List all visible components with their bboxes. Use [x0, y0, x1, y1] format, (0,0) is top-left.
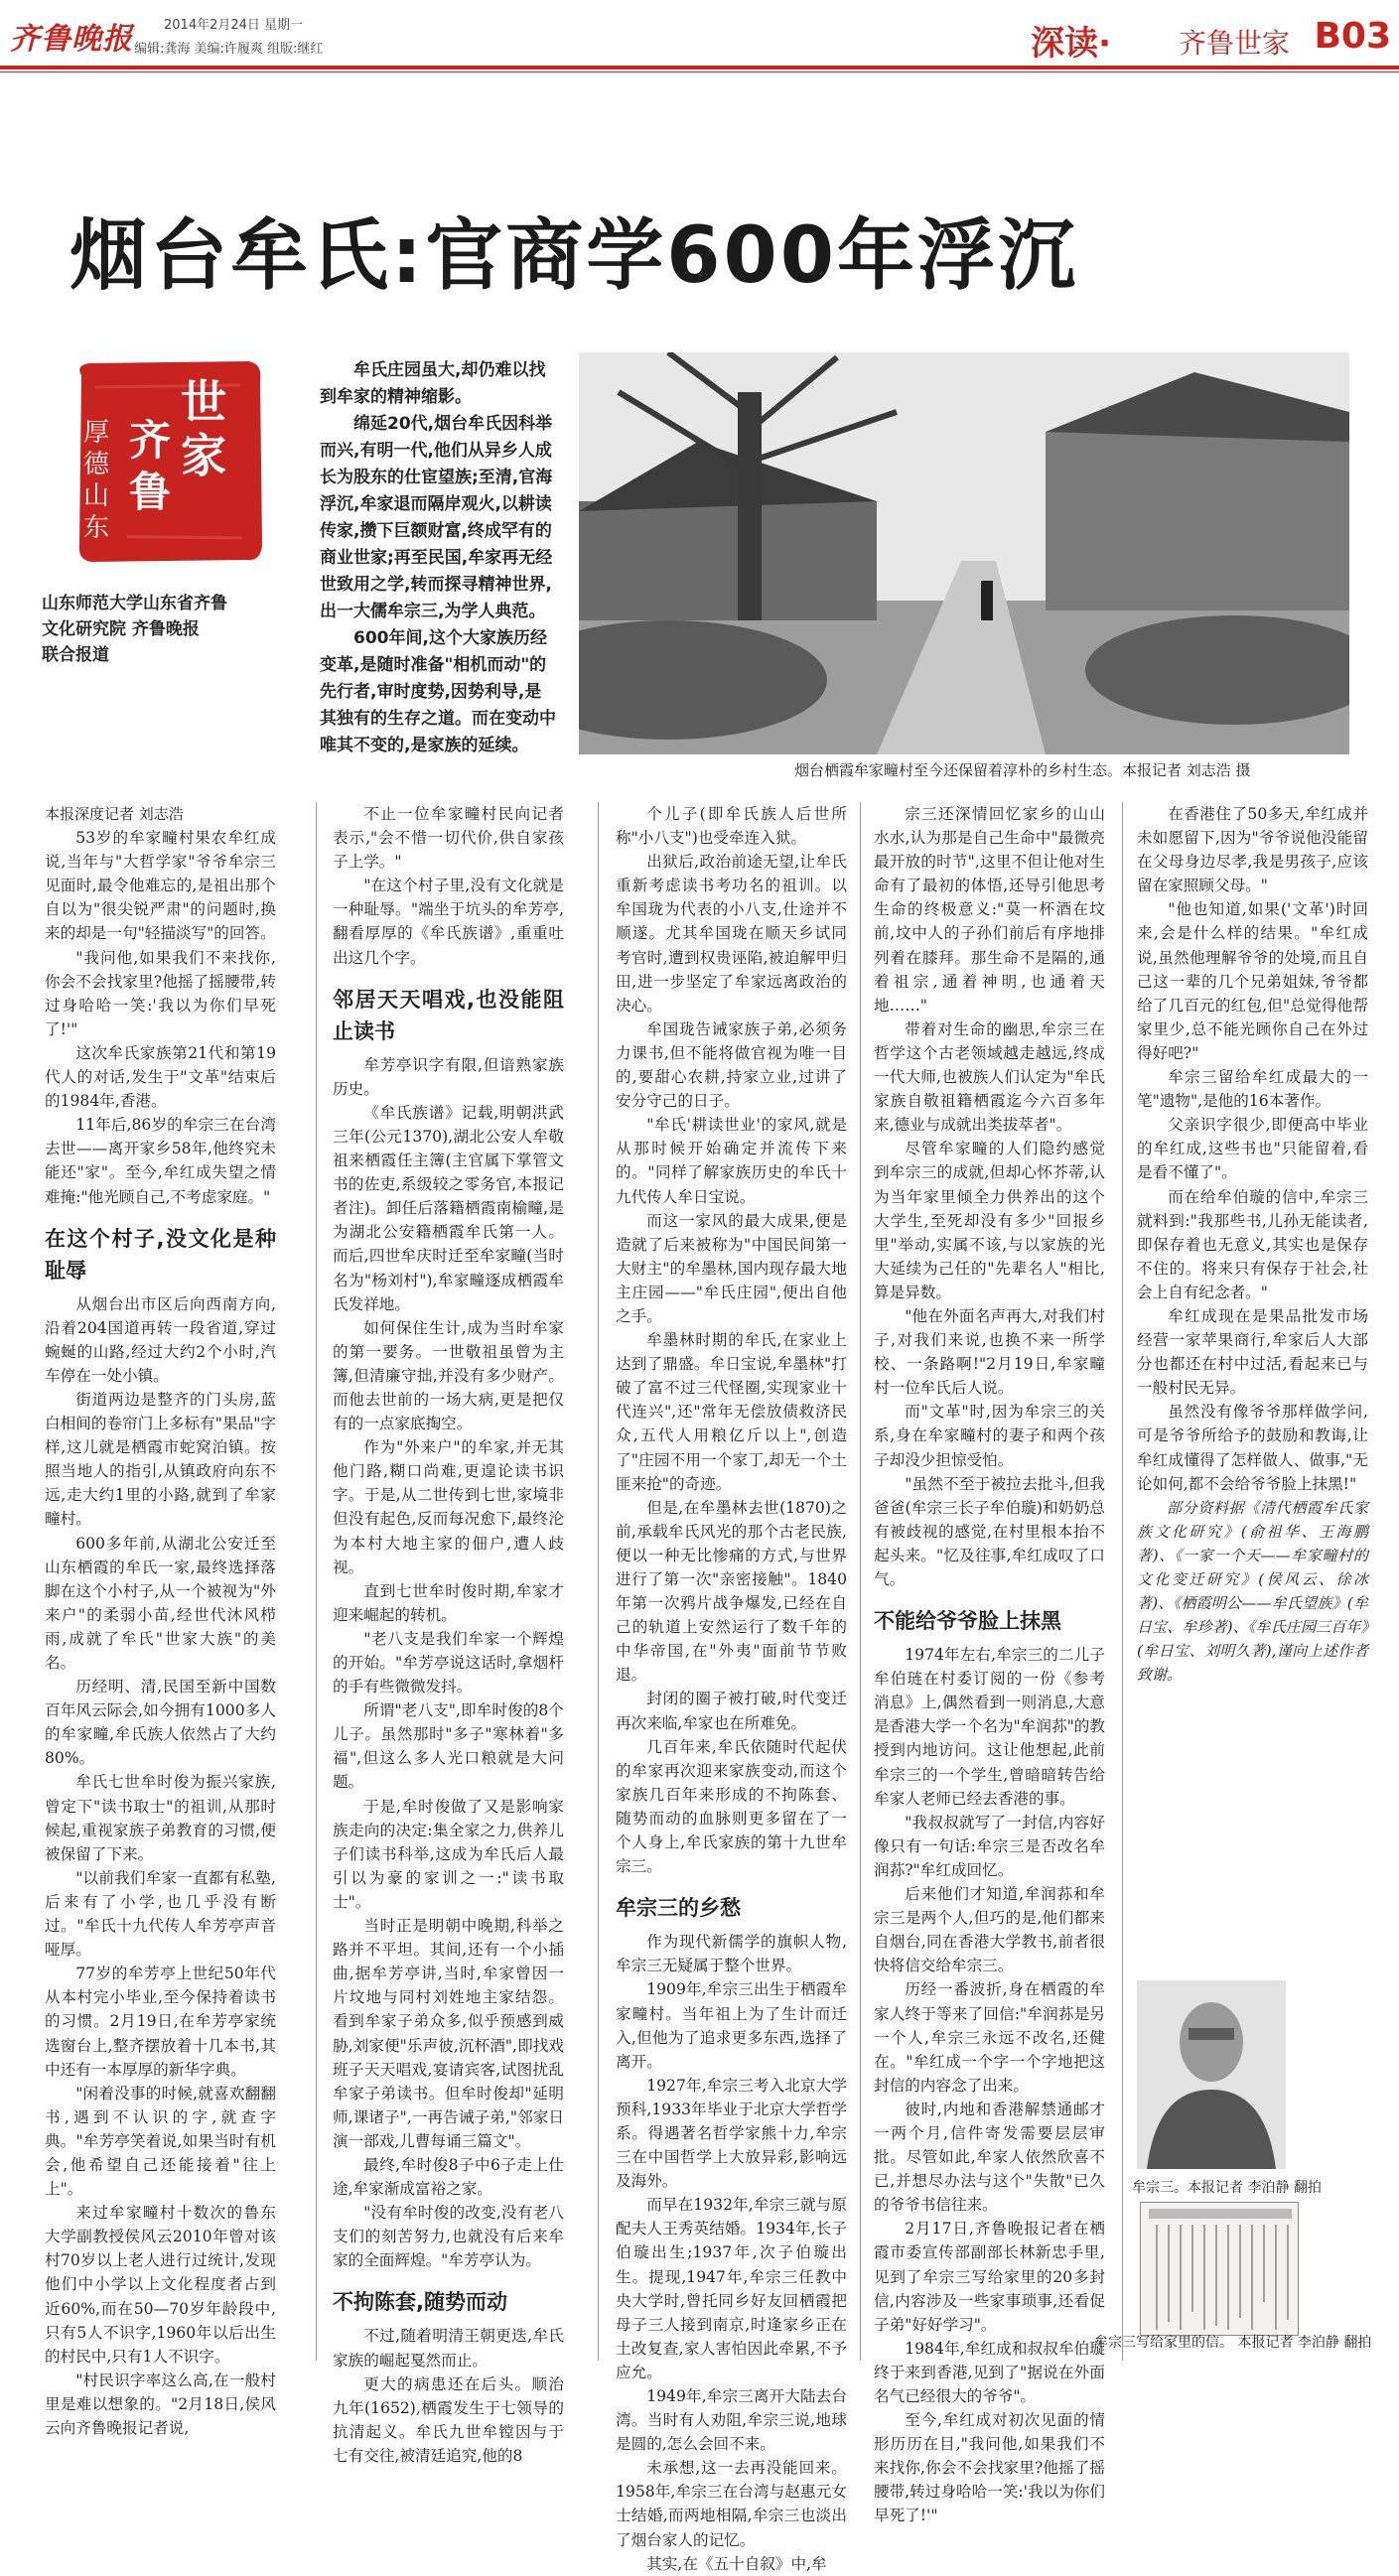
body-paragraph: 牟氏七世牟时俊为振兴家族,曾定下"读书取士"的祖训,从那时候起,重视家族子弟教育的习惯,便被保留了下来。 [45, 1773, 276, 1863]
body-paragraph: 1974年左右,牟宗三的二儿子牟伯琏在村委订阅的一份《参考消息》上,偶然看到一则消息,大意是香港大学一个名为"牟润荪"的教授到内地访问。这让他想起,此前牟宗三的一个学生,曾暗暗转告给牟家人老师已经去香港的事。 [874, 1646, 1105, 1808]
newspaper-logo: 齐鲁晚报 [10, 22, 133, 57]
portrait-image-icon [1137, 1980, 1286, 2169]
body-paragraph: 历经一番波折,身在栖霞的牟家人终于等来了回信:"牟润荪是另一个人,牟宗三永远不改名,还健在。"牟红成一个字一个字地把这封信的内容念了出来。 [874, 1980, 1105, 2095]
body-paragraph: "老八支是我们牟家一个辉煌的开始。"牟芳亭说这话时,拿烟杆的手有些微微发抖。 [333, 1629, 564, 1696]
handwritten-letter-image-icon [1141, 2203, 1299, 2336]
seal-caption [42, 591, 310, 668]
seal-mid-text: 齐鲁 [129, 416, 172, 516]
body-paragraph: 更大的病患还在后头。顺治九年(1652),栖霞发生于七领导的抗清起义。牟氏九世牟镗因与于七有交往,被清廷追究,他的8 [333, 2374, 564, 2465]
body-paragraph: 2月17日,齐鲁晚报记者在栖霞市委宣传部副部长林新忠手里,见到了牟宗三写给家里的20多封信,内容涉及一些家事琐事,还看促子弟"好好学习"。 [874, 2220, 1105, 2334]
body-paragraph: 作为"外来户"的牟家,并无其他门路,糊口尚难,更遑论读书识字。于是,从二世传到七世,家境非但没有起色,反而每况愈下,最终沦为本村大地主家的佃户,遭人歧视。 [333, 1438, 564, 1576]
body-paragraph: 作为现代新儒学的旗帜人物,牟宗三无疑属于整个世界。 [616, 1933, 847, 1975]
body-paragraph: 彼时,内地和香港解禁通邮才一两个月,信件寄发需要层层审批。尽管如此,牟家人依然欣喜不已,并想尽办法与这个"失散"已久的爷爷书信往来。 [874, 2100, 1105, 2215]
body-paragraph: 1909年,牟宗三出生于栖霞牟家疃村。当年祖上为了生计而迁入,但他为了追求更多东西,选择了离开。 [616, 1980, 847, 2071]
village-photo-caption: 烟台栖霞牟家疃村至今还保留着淳朴的乡村生态。本报记者 刘志浩 摄 [794, 761, 1251, 779]
subheading: 在这个村子,没文化是种耻辱 [45, 1226, 276, 1283]
body-paragraph: "没有牟时俊的改变,没有老八支们的刻苦努力,也就没有后来牟家的全面辉煌。"牟芳亭认为。 [333, 2204, 564, 2270]
village-photo [579, 352, 1349, 754]
body-paragraph: 11年后,86岁的牟宗三在台湾去世——离开家乡58年,他终究未能还"家"。至今,牟红成失望之情难掩:"他光顾自己,不考虑家庭。" [45, 1116, 276, 1206]
body-paragraph: 1984年,牟红成和叔叔牟伯璇终于来到香港,见到了"据说在外面名气已经很大的爷爷"。 [874, 2339, 1105, 2405]
seal-big-text: 世家 [181, 375, 226, 482]
article-column-4 [874, 802, 1105, 2528]
masthead-thin-rule [0, 71, 1399, 72]
body-paragraph: 牟宗三留给牟红成最大的一笔"遗物",是他的16本著作。 [1137, 1068, 1368, 1111]
body-paragraph: 封闭的圈子被打破,时代变迁再次来临,牟家也在所难免。 [616, 1690, 847, 1732]
page-number: B03 [1314, 16, 1391, 57]
staff-credits: 编辑:龚海 美编:许履爽 组版:继红 [134, 42, 324, 57]
body-paragraph: 来过牟家疃村十数次的鲁东大学副教授侯风云2010年曾对该村70岁以上老人进行过统计,发现他们中小学以上文化程度者占到近60%,而在50—70岁年龄段中,只有5人不识字,1960年以后出生的村民中,只有1人不识字。 [45, 2204, 276, 2366]
body-paragraph: 几百年来,牟氏依随时代起伏的牟家再次迎来家族变动,而这个家族几百年来形成的不拘陈套、随势而动的血脉则更多留在了一个人身上,牟氏家族的第十九世牟宗三。 [616, 1737, 847, 1876]
body-paragraph: 后来他们才知道,牟润荪和牟宗三是两个人,但巧的是,他们都来自烟台,同在香港大学教书,前者很快将信交给牟宗三。 [874, 1885, 1105, 1975]
body-paragraph: 从烟台出市区后向西南方向,沿着204国道再转一段省道,穿过蜿蜒的山路,经过大约2个小时,汽车停在一处小镇。 [45, 1294, 276, 1385]
body-paragraph: 这次牟氏家族第21代和第19代人的对话,发生于"文革"结束后的1984年,香港。 [45, 1043, 276, 1111]
lead-paragraphs [320, 357, 556, 759]
body-paragraph: 所谓"老八支",即牟时俊的8个儿子。虽然那时"多子"寒林着"多福",但这么多人光口粮就是大问题。 [333, 1701, 564, 1792]
body-paragraph: "牟氏'耕读世业'的家风,就是从那时候开始确定并流传下来的。"同样了解家族历史的牟氏十九代传人牟日宝说。 [616, 1116, 847, 1206]
body-paragraph: 牟红成现在是果品批发市场经营一家苹果商行,牟家后人大部分也都还在村中过活,看起来已与一般村民无异。 [1137, 1306, 1368, 1398]
body-paragraph: 而在给牟伯璇的信中,牟宗三就料到:"我那些书,儿孙无能读者,即保存着也无意义,其实也是保存不住的。将来只有保存于社会,社会上自有纪念者。" [1137, 1187, 1368, 1301]
body-paragraph: 当时正是明朝中晚期,科举之路并不平坦。其间,还有一个小插曲,据牟芳亭讲,当时,牟家曾因一片坟地与同村刘姓地主家结怨。看到牟家子弟众多,似乎预感到威胁,刘家便"乐声彼,沉杯酒",即找戏班子天天唱戏,宴请宾客,试图扰乱牟家子弟读书。但牟时俊却"延明师,课诸子",一再告诫子弟,"邻家日演一部戏,儿曹每诵三篇文"。 [333, 1917, 564, 2150]
letter-caption: 牟宗三写给家里的信。 本报记者 李泊静 翻拍 [1094, 2335, 1372, 2351]
article-column-1 [45, 802, 276, 2440]
body-paragraph: 父亲识字很少,即便高中毕业的牟红成,这些书也"只能留着,看是看不懂了"。 [1137, 1116, 1368, 1182]
body-paragraph: 53岁的牟家疃村果农牟红成说,当年与"大哲学家"爷爷牟宗三见面时,最令他难忘的,是祖出那个自以为"很尖锐严肃"的问题时,换来的却是一句"轻描淡写"的回答。 [45, 829, 276, 943]
body-paragraph: 牟墨林时期的牟氏,在家业上达到了鼎盛。牟日宝说,牟墨林"打破了富不过三代怪圈,实现家业十代连兴",还"常年无偿放债救济民众,五代人用粮亿斤以上",创造了"庄园不用一个家丁,却无一个土匪来抢"的奇迹。 [616, 1331, 847, 1493]
body-paragraph: 尽管牟家疃的人们隐约感觉到牟宗三的成就,但却心怀芥蒂,认为当年家里倾全力供养出的这个大学生,至死却没有多少"回报乡里"举动,实属不该,与以家族的光大延续为己任的"先辈名人"相比,算是异数。 [874, 1140, 1105, 1301]
subsection-label: 齐鲁世家 [1178, 27, 1290, 60]
portrait-photo [1137, 1980, 1286, 2169]
lead-paragraph: 绵延20代,烟台牟氏因科举而兴,有明一代,他们从异乡人成长为股东的仕宦望族;至清,官海浮沉,牟家退而隔岸观火,以耕读传家,攒下巨额财富,终成罕有的商业世家;再至民国,牟家再无经世致用之学,转而探寻精神世界,出一大儒牟宗三,为学人典范。 [320, 414, 553, 621]
body-paragraph: "在这个村子里,没有文化就是一种耻辱。"端坐于坑头的牟芳亭,翻看厚厚的《牟氏族谱》,重重吐出这几个字。 [333, 877, 564, 967]
seal-caption-line: 文化研究院 齐鲁晚报 [42, 619, 200, 639]
column-divider [860, 802, 861, 2361]
body-paragraph: 其实,在《五十自叙》中,牟 [646, 2554, 827, 2573]
body-paragraph: 《牟氏族谱》记载,明朝洪武三年(公元1370),湖北公安人牟敬祖来栖霞任主簿(主官属下掌管文书的佐吏,系级较之零务官,本报记者注)。卸任后落籍栖霞南榆疃,是为湖北公安籍栖霞牟氏第一人。而后,四世牟庆时迁至牟家疃(当时名为"杨刘村"),牟家疃逐成栖霞牟氏发祥地。 [333, 1103, 564, 1313]
seal-small-text: 厚德山东 [83, 417, 127, 544]
seal-caption-line: 山东师范大学山东省齐鲁 [42, 594, 227, 613]
letter-photo [1140, 2202, 1299, 2336]
column-divider [316, 802, 317, 2361]
body-paragraph: "我叔叔就写了一封信,内容好像只有一句话:牟宗三是否改名牟润荪?"牟红成回忆。 [874, 1813, 1105, 1879]
subheading: 牟宗三的乡愁 [616, 1896, 741, 1921]
body-paragraph: 至今,牟红成对初次见面的情形历历在目,"我问他,如果我们不来找你,你会不会找家里?他摇了摇腰带,转过身哈哈一笑:'我以为你们早死了!'" [874, 2411, 1105, 2525]
sources-note: 部分资料据《清代栖霞牟氏家族文化研究》(俞祖华、王海鹏著)、《一家一个天——牟家疃村的文化变迁研究》(侯风云、徐冰著)、《栖霞明公——牟氏望族》(牟日宝、牟珍著)、《牟氏庄园三百年》(牟日宝、刘明久著),谨向上述作者致谢。 [1137, 1498, 1368, 1685]
seal-caption-line: 联合报道 [42, 645, 109, 665]
series-seal [71, 357, 266, 566]
body-paragraph: 但是,在牟墨林去世(1870)之前,承载牟氏风光的那个古老民族,便以一种无比惨痛的方式,与世界进行了第一次"亲密接触"。1840年第一次鸦片战争爆发,已经在自己的轨道上安然运行了数千年的中华帝国,在"外夷"面前节节败退。 [616, 1498, 847, 1685]
body-paragraph: 于是,牟时俊做了又是影响家族走向的决定:集全家之力,供养儿子们读书科举,这成为牟氏后人最引以为豪的家训之一:"读书取士"。 [333, 1797, 564, 1911]
article-column-2 [333, 802, 564, 2468]
body-paragraph: 而这一家风的最大成果,便是造就了后来被称为"中国民间第一大财主"的牟墨林,国内现存最大地主庄园——"牟氏庄园",便出自他之手。 [616, 1211, 847, 1325]
body-paragraph: "他在外面名声再大,对我们村子,对我们来说,也换不来一所学校、一条路啊!"2月19日,牟家疃村一位牟氏后人说。 [874, 1306, 1105, 1398]
issue-date: 2014年2月24日 星期一 [164, 18, 304, 33]
body-paragraph: 出狱后,政治前途无望,让牟氏重新考虑读书考功名的祖训。以牟国珑为代表的小八支,仕途并不顺遂。尤其牟国珑在顺天乡试同考官时,遭到权贵诬陷,被迫解甲归田,进一步坚定了牟家远离政治的决心。 [616, 853, 847, 1015]
body-paragraph: "虽然不至于被拉去批斗,但我爸爸(牟宗三长子牟伯璇)和奶奶总有被歧视的感觉,在村里根本抬不起头来。"忆及往事,牟红成叹了口气。 [874, 1474, 1105, 1588]
section-label: 深读· [1031, 24, 1111, 64]
masthead-rule [0, 66, 1399, 69]
body-paragraph: "他也知道,如果('文革')时回来,会是什么样的结果。"牟红成说,虽然他理解爷爷的处境,而且自己这一辈的几个兄弟姐妹,爷爷都给了几百元的红包,但"总觉得他帮家里少,总不能光顾你自己在外过得好吧?" [1137, 900, 1368, 1062]
body-paragraph: "以前我们牟家一直都有私塾,后来有了小学,也几乎没有断过。"牟氏十九代传人牟芳亭声音哑厚。 [45, 1868, 276, 1960]
lead-paragraph: 牟氏庄园虽大,却仍难以找到牟家的精神缩影。 [320, 360, 546, 407]
body-paragraph: 宗三还深情回忆家乡的山山水水,认为那是自己生命中"最微亮最开放的时节",这里不但让他对生命有了最初的体悟,还导引他思考生命的终极意义:"莫一杯酒在坟前,坟中人的子孙们前后有序地排列着在膝拜。那生命不是隔的,通着祖宗,通着神明,也通着天地……" [874, 805, 1105, 1015]
body-paragraph: 而"文革"时,因为牟宗三的关系,身在牟家疃村的妻子和两个孩子却没少担惊受怕。 [874, 1403, 1105, 1469]
article-column-5 [1137, 802, 1368, 1687]
body-paragraph: 不过,随着明清王朝更迭,牟氏家族的崛起戛然而止。 [333, 2327, 564, 2370]
body-paragraph: 600多年前,从湖北公安迁至山东栖霞的牟氏一家,最终选择落脚在这个小村子,从一个被视为"外来户"的柔弱小苗,经世代沐风栉雨,成就了牟氏"世家大族"的美名。 [45, 1534, 276, 1672]
lead-paragraph: 600年间,这个大家族历经变革,是随时准备"相机而动"的先行者,审时度势,因势利导,是其独有的生存之道。而在变动中唯其不变的,是家族的延续。 [320, 628, 556, 755]
article-column-3 [616, 802, 847, 2576]
column-divider [598, 802, 599, 2361]
masthead [0, 0, 1399, 71]
body-paragraph: 最终,牟时俊8子中6子走上仕途,牟家渐成富裕之家。 [333, 2155, 564, 2199]
body-paragraph: "闲着没事的时候,就喜欢翻翻书,遇到不认识的字,就查字典。"牟芳亭笑着说,如果当时有机会,他希望自己还能接着"往上上"。 [45, 2084, 276, 2199]
body-paragraph: 未承想,这一去再没能回来。1958年,牟宗三在台湾与赵惠元女士结婚,而两地相隔,牟宗三也淡出了烟台家人的记忆。 [616, 2459, 847, 2549]
body-paragraph: "村民识字率这么高,在一般村里是难以想象的。"2月18日,侯风云向齐鲁晚报记者说, [45, 2371, 276, 2437]
body-paragraph: 1949年,牟宗三离开大陆去台湾。当时有人劝阻,牟宗三说,地球是圆的,怎么会回不来。 [616, 2387, 847, 2454]
body-paragraph: 牟芳亭识字有限,但谙熟家族历史。 [333, 1055, 564, 1098]
body-paragraph: 个儿子(即牟氏族人后世所称"小八支")也受牵连入狱。 [616, 805, 847, 848]
portrait-caption: 牟宗三。本报记者 李泊静 翻拍 [1132, 2180, 1322, 2196]
body-paragraph: 街道两边是整齐的门头房,蓝白相间的卷帘门上多标有"果品"字样,这儿就是栖霞市蛇窝泊镇。按照当地人的指引,从镇政府向东不远,走大约1里的小路,就到了牟家疃村。 [45, 1390, 276, 1529]
body-paragraph: 在香港住了50多天,牟红成并未如愿留下,因为"爷爷说他没能留在父母身边尽孝,我是男孩子,应该留在家照顾父母。" [1137, 805, 1368, 895]
body-paragraph: 1927年,牟宗三考入北京大学预科,1933年毕业于北京大学哲学系。得遇著名哲学家熊十力,牟宗三在中国哲学上大放异彩,影响远及海外。 [616, 2076, 847, 2191]
body-paragraph: 如何保住生计,成为当时牟家的第一要务。一世敬祖虽曾为主簿,但清廉守拙,并没有多少财产。而他去世前的一场大病,更是把仅有的一点家底掏空。 [333, 1318, 564, 1433]
subheading: 不拘陈套,随势而动 [333, 2290, 507, 2315]
byline: 本报深度记者 刘志浩 [45, 805, 184, 823]
subheading: 不能给爷爷脸上抹黑 [874, 1609, 1061, 1634]
subheading: 邻居天天唱戏,也没能阻止读书 [333, 987, 564, 1043]
body-paragraph: 带着对生命的幽思,牟宗三在哲学这个古老领域越走越远,终成一代大师,也被族人们认定为"牟氏家族自敬祖籍栖霞迄今六百多年来,德业与成就出类拔萃者"。 [874, 1019, 1105, 1135]
village-road-image-icon [579, 352, 1349, 754]
body-paragraph: 历经明、清,民国至新中国数百年风云际会,如今拥有1000多人的牟家疃,牟氏族人依然占了大约80%。 [45, 1678, 276, 1768]
body-paragraph: 不止一位牟家疃村民向记者表示,"会不惜一切代价,供自家孩子上学。" [333, 805, 564, 872]
headline: 烟台牟氏:官商学600年浮沉 [70, 211, 1079, 301]
body-paragraph: 直到七世牟时俊时期,牟家才迎来崛起的转机。 [333, 1581, 564, 1624]
body-paragraph: 而早在1932年,牟宗三就与原配夫人王秀英结婚。1934年,长子伯璇出生;1937年,次子伯璇出生。提现,1947年,牟宗三任教中央大学时,曾托同乡好友回栖霞把母子三人接到南京,时逢家乡正在土改复查,家人害怕因此牵累,不予应允。 [616, 2196, 847, 2381]
column-divider [1122, 802, 1123, 2361]
body-paragraph: 牟国珑告诫家族子弟,必须务力课书,但不能将做官视为唯一目的,要甜心农耕,持家立业,过讲了安分守己的日子。 [616, 1019, 847, 1111]
body-paragraph: 虽然没有像爷爷那样做学问,可是爷爷所给予的鼓励和教诲,让牟红成懂得了怎样做人、做事,"无论如何,都不会给爷爷脸上抹黑!" [1137, 1403, 1368, 1493]
body-paragraph: 77岁的牟芳亭上世纪50年代从本村完小毕业,至今保持着读书的习惯。2月19日,在牟芳亭家统选窗台上,整齐摆放着十几本书,其中还有一本厚厚的新华字典。 [45, 1965, 276, 2079]
body-paragraph: "我问他,如果我们不来找你,你会不会找家里?他摇了摇腰带,转过身哈哈一笑:'我以为你们早死了!'" [45, 948, 276, 1038]
